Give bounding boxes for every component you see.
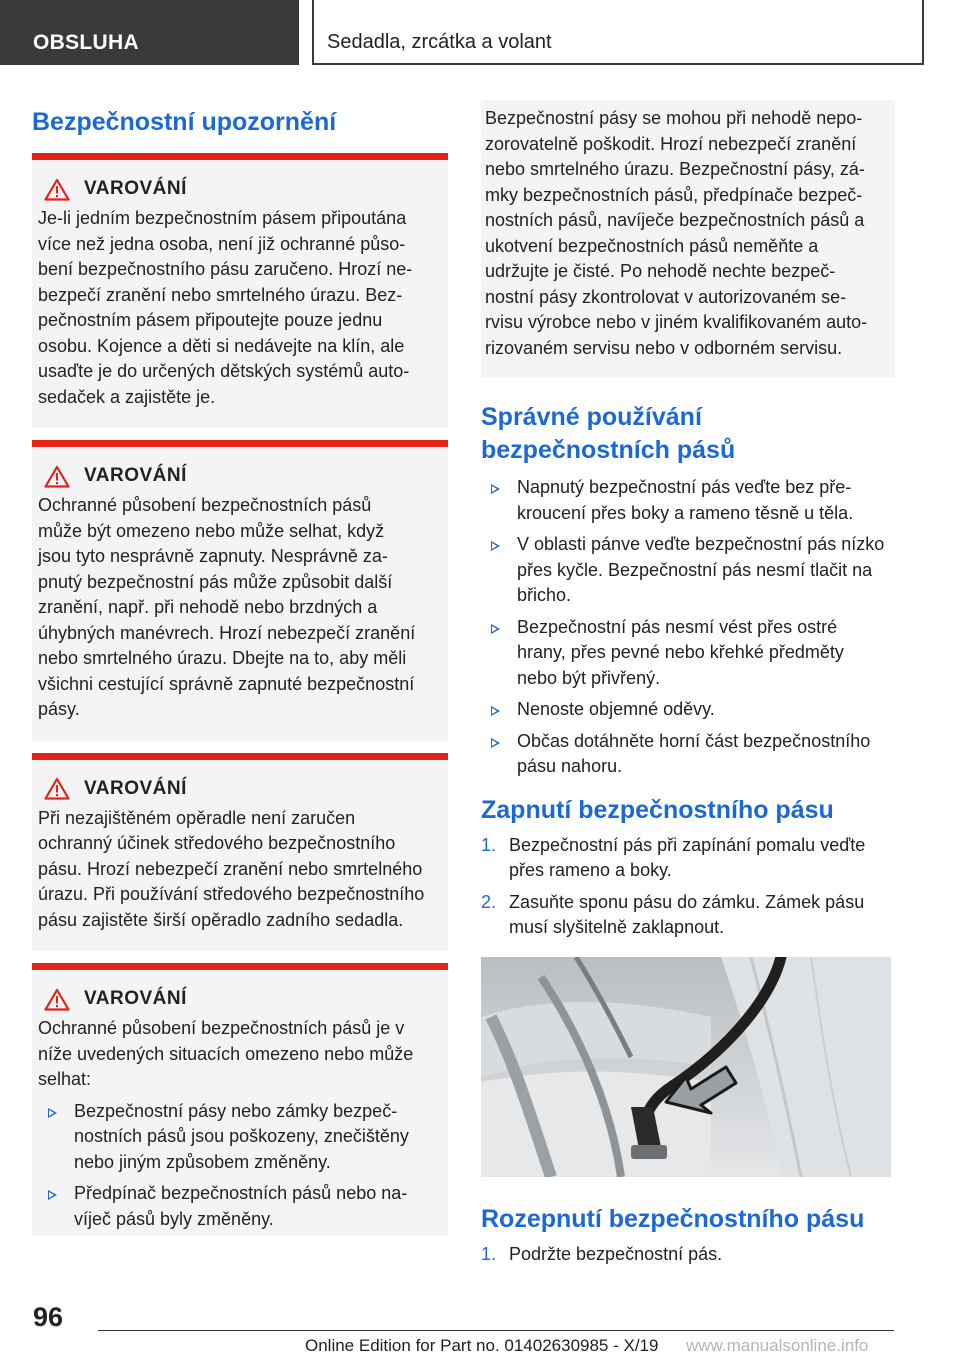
section-label: OBSLUHA bbox=[33, 31, 139, 54]
unfasten-belt-title: Rozepnutí bezpečnostního pásu bbox=[481, 1204, 865, 1233]
seat-belt-buckle-photo bbox=[481, 957, 891, 1177]
text-line: pásu. Hrozí nebezpečí zranění nebo smrtelného bbox=[38, 858, 423, 879]
text-line: nostních pásů, navíječe bezpečnostních pásů a bbox=[485, 210, 865, 230]
text-line: sedaček a zajistěte je. bbox=[38, 386, 216, 407]
text-line: Předpínač bezpečnostních pásů nebo na- bbox=[74, 1183, 408, 1203]
text-line: úrazu. Při používání středového bezpečnostního bbox=[38, 884, 425, 904]
damage-info-box bbox=[481, 100, 895, 377]
text-line: úhybných manévrech. Hrozí nebezpečí zranění bbox=[38, 622, 416, 643]
page-number: 96 bbox=[33, 1302, 64, 1332]
text-line: mky bezpečnostních pásů, předpínače bezpeč- bbox=[485, 184, 863, 205]
list-item bbox=[38, 1181, 438, 1232]
text-line: všichni cestující správně zapnuté bezpečnostní bbox=[38, 673, 415, 694]
step-number: 1. bbox=[481, 834, 497, 855]
list-item bbox=[481, 532, 895, 609]
warning-bullet-list bbox=[38, 1099, 438, 1233]
bullet-triangle-icon bbox=[491, 624, 500, 634]
text-line: víječ pásů byly změněny. bbox=[74, 1208, 274, 1229]
bullet-triangle-icon bbox=[491, 484, 500, 494]
warning-text bbox=[38, 493, 438, 723]
text-line: udržujte je čisté. Po nehodě nechte bezpeč- bbox=[485, 261, 836, 281]
text-line: selhat: bbox=[38, 1069, 92, 1089]
text-line: rvisu výrobce nebo v jiném kvalifikovaném auto- bbox=[485, 312, 868, 332]
bullet-triangle-icon bbox=[491, 738, 500, 748]
text-line: Občas dotáhněte horní část bezpečnostního bbox=[517, 730, 871, 751]
list-item bbox=[481, 890, 895, 941]
seat-belt-buckle-illustration bbox=[481, 957, 891, 1177]
text-line: Je-li jedním bezpečnostním pásem připoutána bbox=[38, 208, 407, 228]
text-line: pnutý bezpečnostní pás může způsobit další bbox=[38, 571, 393, 592]
bullet-triangle-icon bbox=[491, 706, 500, 716]
text-line: ochranný účinek středového bezpečnostního bbox=[38, 833, 396, 853]
warning-label: VAROVÁNÍ bbox=[84, 988, 187, 1009]
text-line: Bezpečnostní pás při zapínání pomalu veďte bbox=[509, 834, 866, 855]
bullet-triangle-icon bbox=[491, 541, 500, 551]
text-line: Zasuňte sponu pásu do zámku. Zámek pásu bbox=[509, 891, 865, 912]
list-item bbox=[481, 615, 895, 692]
warning-box-1 bbox=[32, 153, 448, 428]
left-column bbox=[32, 106, 448, 1236]
text-line: pásy. bbox=[38, 699, 80, 719]
text-line: ukotvení bezpečnostních pásů neměňte a bbox=[485, 235, 819, 256]
warning-triangle-icon bbox=[44, 178, 70, 201]
text-line: nebo smrtelného úrazu. Dbejte na to, aby měli bbox=[38, 648, 407, 668]
text-line: Podržte bezpečnostní pás. bbox=[509, 1243, 723, 1264]
text-line: jsou tyto nesprávně zapnuty. Nesprávně za- bbox=[38, 546, 388, 566]
step-number: 2. bbox=[481, 891, 497, 912]
bullet-triangle-icon bbox=[48, 1190, 57, 1200]
text-line: Ochranné působení bezpečnostních pásů je v bbox=[38, 1018, 405, 1038]
text-line: více než jedna osoba, není již ochranné půso- bbox=[38, 233, 406, 254]
text-line: Bezpečnostní pásy nebo zámky bezpeč- bbox=[74, 1100, 398, 1121]
text-line: zorovatelně poškodit. Hrozí nebezpečí zranění bbox=[485, 133, 857, 154]
list-item bbox=[38, 1099, 438, 1176]
title-line: Správné používání bbox=[481, 403, 702, 431]
text-line: V oblasti pánve veďte bezpečnostní pás nízko bbox=[517, 534, 885, 554]
usage-bullet-list bbox=[481, 475, 895, 780]
text-line: zranění, např. při nehodě nebo brzdných a bbox=[38, 597, 378, 617]
warning-text bbox=[38, 1016, 438, 1093]
list-item bbox=[481, 833, 895, 884]
text-line: přes rameno a boky. bbox=[509, 860, 672, 880]
text-line: pásu zajistěte širší opěradlo zadního sedadla. bbox=[38, 909, 404, 930]
text-line: usaďte je do určených dětských systémů auto- bbox=[38, 361, 410, 381]
edition-note: Online Edition for Part no. 01402630985 - X/19 bbox=[305, 1336, 659, 1355]
warning-triangle-icon bbox=[44, 988, 70, 1011]
text-line: rizovaném servisu nebo v odborném servisu. bbox=[485, 337, 843, 358]
chapter-label: Sedadla, zrcátka a volant bbox=[327, 31, 552, 53]
fasten-belt-title: Zapnutí bezpečnostního pásu bbox=[481, 795, 834, 824]
fasten-steps-list bbox=[481, 833, 895, 941]
warning-triangle-icon bbox=[44, 465, 70, 488]
text-line: osobu. Kojence a děti si nedávejte na klín, ale bbox=[38, 335, 405, 356]
text-line: nebo jiným způsobem změněny. bbox=[74, 1151, 331, 1172]
right-column bbox=[481, 100, 895, 1267]
text-line: přes kyčle. Bezpečnostní pás nesmí tlačit na bbox=[517, 559, 873, 580]
footer-divider bbox=[98, 1330, 894, 1331]
warning-text bbox=[38, 806, 438, 934]
text-line: níže uvedených situacích omezeno nebo může bbox=[38, 1043, 414, 1064]
list-item bbox=[481, 729, 895, 780]
step-number: 1. bbox=[481, 1243, 497, 1264]
text-line: pásu nahoru. bbox=[517, 756, 623, 776]
unfasten-steps-list bbox=[481, 1242, 895, 1268]
warning-box-2 bbox=[32, 440, 448, 741]
warning-label: VAROVÁNÍ bbox=[84, 465, 187, 486]
safety-warnings-title: Bezpečnostní upozornění bbox=[32, 108, 337, 136]
text-line: pečnostním pásem připoutejte pouze jednu bbox=[38, 310, 383, 330]
correct-usage-title bbox=[481, 401, 895, 467]
text-line: břicho. bbox=[517, 585, 572, 605]
text-line: Při nezajištěném opěradle není zaručen bbox=[38, 807, 356, 828]
text-line: nostních pásů jsou poškozeny, znečištěny bbox=[74, 1126, 409, 1146]
warning-text bbox=[38, 206, 438, 410]
watermark: www.manualsonline.info bbox=[686, 1336, 869, 1355]
text-line: Napnutý bezpečnostní pás veďte bez pře- bbox=[517, 477, 852, 497]
section-tab bbox=[0, 0, 299, 65]
text-line: nostní pásy zkontrolovat v autorizovaném se- bbox=[485, 286, 847, 307]
bullet-triangle-icon bbox=[48, 1108, 57, 1118]
list-item bbox=[481, 697, 895, 723]
chapter-tab bbox=[312, 0, 924, 65]
title-line: bezpečnostních pásů bbox=[481, 436, 736, 464]
warning-box-4 bbox=[32, 963, 448, 1236]
text-line: nebo být přivřený. bbox=[517, 667, 661, 688]
warning-box-3 bbox=[32, 753, 448, 952]
text-line: bení bezpečnostního pásu zaručeno. Hrozí ne- bbox=[38, 259, 413, 279]
text-line: musí slyšitelně zaklapnout. bbox=[509, 917, 725, 937]
text-line: může být omezeno nebo může selhat, když bbox=[38, 520, 385, 541]
text-line: nebo smrtelného úrazu. Bezpečnostní pásy, zá- bbox=[485, 159, 865, 179]
text-line: hrany, přes pevné nebo křehké předměty bbox=[517, 642, 844, 662]
list-item bbox=[481, 1242, 895, 1268]
list-item bbox=[481, 475, 895, 526]
warning-triangle-icon bbox=[44, 777, 70, 800]
text-line: bezpečí zranění nebo smrtelného úrazu. Bez- bbox=[38, 284, 403, 305]
text-line: Ochranné působení bezpečnostních pásů bbox=[38, 495, 372, 515]
text-line: Nenoste objemné oděvy. bbox=[517, 699, 715, 719]
warning-label: VAROVÁNÍ bbox=[84, 777, 187, 799]
text-line: Bezpečnostní pásy se mohou při nehodě nepo- bbox=[485, 108, 863, 128]
text-line: Bezpečnostní pás nesmí vést přes ostré bbox=[517, 616, 838, 637]
text-line: kroucení přes boky a rameno těsně u těla. bbox=[517, 502, 854, 523]
warning-label: VAROVÁNÍ bbox=[84, 178, 187, 199]
